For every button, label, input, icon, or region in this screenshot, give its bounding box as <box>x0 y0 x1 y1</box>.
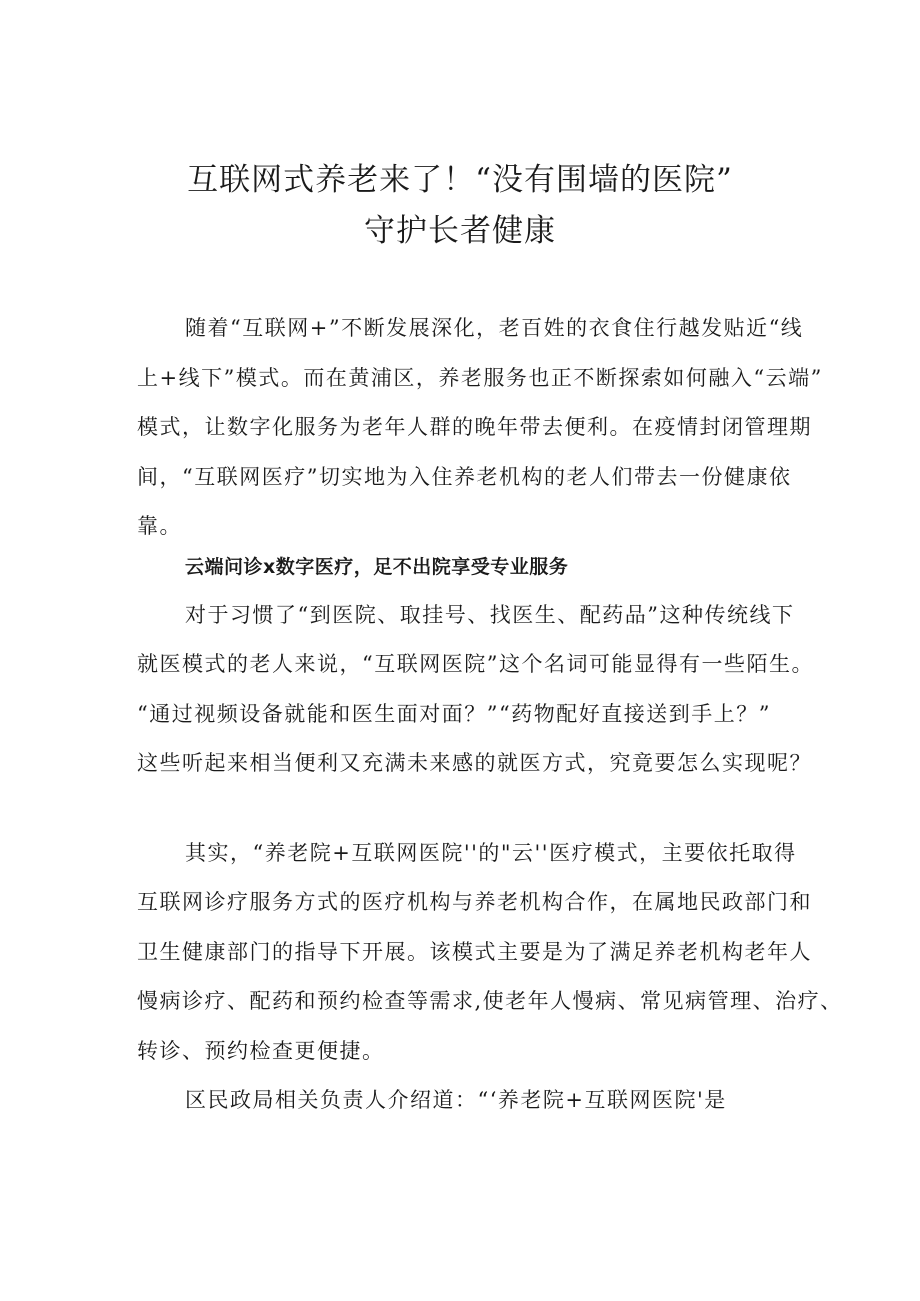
paragraph-line: 随着“互联网+”不断发展深化，老百姓的衣食住行越发贴近“线 <box>185 316 804 340</box>
paragraph-line: 其实，“养老院+互联网医院''的"云''医疗模式，主要依托取得 <box>185 841 797 865</box>
paragraph-line: 转诊、预约检查更便捷。 <box>137 1039 385 1063</box>
paragraph-line: 靠。 <box>137 514 182 538</box>
paragraph-line: 卫生健康部门的指导下开展。该模式主要是为了满足养老机构老年人 <box>137 940 812 964</box>
section-subheading: 云端问诊x数字医疗，足不出院享受专业服务 <box>185 556 569 578</box>
paragraph-line: 区民政局相关负责人介绍道：“‘养老院+互联网医院'是 <box>185 1088 727 1112</box>
paragraph-line: “通过视频设备就能和医生面对面？”“药物配好直接送到手上？” <box>137 702 771 726</box>
paragraph-line: 就医模式的老人来说，“互联网医院”这个名词可能显得有一些陌生。 <box>137 652 814 676</box>
paragraph-line: 间，“互联网医疗”切实地为入住养老机构的老人们带去一份健康依 <box>137 465 792 489</box>
document-title-line-2: 守护长者健康 <box>364 213 556 249</box>
document-title-line-1: 互联网式养老来了！“没有围墙的医院” <box>187 162 733 198</box>
paragraph-line: 互联网诊疗服务方式的医疗机构与养老机构合作，在属地民政部门和 <box>137 890 812 914</box>
paragraph-line: 上+线下”模式。而在黄浦区，养老服务也正不断探索如何融入“云端” <box>137 366 823 390</box>
paragraph-line: 对于习惯了“到医院、取挂号、找医生、配药品”这种传统线下 <box>185 603 795 627</box>
paragraph-line: 慢病诊疗、配药和预约检查等需求,使老年人慢病、常见病管理、治疗、 <box>137 989 843 1013</box>
paragraph-line: 模式，让数字化服务为老年人群的晚年带去便利。在疫情封闭管理期 <box>137 415 812 439</box>
paragraph-line: 这些听起来相当便利又充满未来感的就医方式，究竟要怎么实现呢？ <box>137 751 812 775</box>
